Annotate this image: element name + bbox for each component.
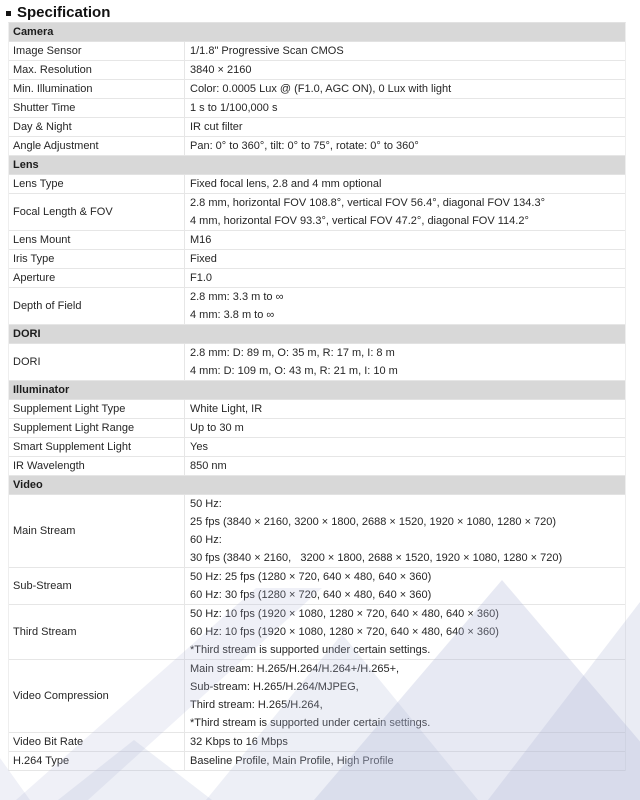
row-value [185, 288, 625, 324]
value-line: M16 [190, 234, 212, 246]
row-label: Image Sensor [9, 42, 185, 60]
row-value [185, 137, 625, 155]
row-value [185, 660, 625, 732]
row-label: H.264 Type [9, 752, 185, 770]
value-line: 50 Hz: [190, 498, 222, 510]
row-label: Angle Adjustment [9, 137, 185, 155]
row-label: Main Stream [9, 495, 185, 567]
value-line: Color: 0.0005 Lux @ (F1.0, AGC ON), 0 Lux with light [190, 83, 452, 95]
square-bullet-icon [6, 11, 11, 16]
value-line: 30 fps (3840 × 2160, 3200 × 1800, 2688 × 1520, 1920 × 1080, 1280 × 720) [190, 552, 563, 564]
value-line: Main stream: H.265/H.264/H.264+/H.265+, [190, 663, 400, 675]
value-line: 60 Hz: 30 fps (1280 × 720, 640 × 480, 640 × 360) [190, 589, 432, 601]
table-row [9, 733, 625, 752]
table-row [9, 568, 625, 605]
row-label: Supplement Light Range [9, 419, 185, 437]
value-line: 2.8 mm, horizontal FOV 108.8°, vertical FOV 56.4°, diagonal FOV 134.3° [190, 197, 545, 209]
row-label: Day & Night [9, 118, 185, 136]
spec-table [8, 22, 626, 771]
table-row [9, 344, 625, 381]
value-line: 4 mm: D: 109 m, O: 43 m, R: 21 m, I: 10 m [190, 365, 398, 377]
value-line: Pan: 0° to 360°, tilt: 0° to 75°, rotate: 0° to 360° [190, 140, 419, 152]
row-value [185, 752, 625, 770]
row-label: Min. Illumination [9, 80, 185, 98]
value-line: 4 mm: 3.8 m to ∞ [190, 309, 275, 321]
row-label: Video Compression [9, 660, 185, 732]
table-row [9, 194, 625, 231]
value-line: 2.8 mm: D: 89 m, O: 35 m, R: 17 m, I: 8 m [190, 347, 395, 359]
value-line: 2.8 mm: 3.3 m to ∞ [190, 291, 284, 303]
section-header-lens: Lens [9, 156, 625, 175]
table-row [9, 80, 625, 99]
row-label: Smart Supplement Light [9, 438, 185, 456]
row-label: Depth of Field [9, 288, 185, 324]
table-row [9, 61, 625, 80]
section-header-camera: Camera [9, 23, 625, 42]
table-row [9, 250, 625, 269]
table-row [9, 137, 625, 156]
section-header-illuminator: Illuminator [9, 381, 625, 400]
value-line: 32 Kbps to 16 Mbps [190, 736, 288, 748]
row-value [185, 568, 625, 604]
row-value [185, 61, 625, 79]
row-value [185, 438, 625, 456]
value-line: 850 nm [190, 460, 227, 472]
value-line: Sub-stream: H.265/H.264/MJPEG, [190, 681, 359, 693]
page-title: Specification [17, 4, 111, 21]
value-line: Fixed [190, 253, 217, 265]
row-label: Lens Mount [9, 231, 185, 249]
table-row [9, 605, 625, 660]
row-label: Video Bit Rate [9, 733, 185, 751]
value-line: Third stream: H.265/H.264, [190, 699, 323, 711]
value-line: Up to 30 m [190, 422, 244, 434]
row-value [185, 194, 625, 230]
row-value [185, 118, 625, 136]
value-line: *Third stream is supported under certain settings. [190, 717, 431, 729]
row-value [185, 457, 625, 475]
table-row [9, 288, 625, 325]
row-value [185, 269, 625, 287]
row-label: IR Wavelength [9, 457, 185, 475]
value-line: *Third stream is supported under certain settings. [190, 644, 431, 656]
value-line: Yes [190, 441, 208, 453]
row-label: Third Stream [9, 605, 185, 659]
row-label: Lens Type [9, 175, 185, 193]
row-value [185, 175, 625, 193]
row-value [185, 344, 625, 380]
row-label: Aperture [9, 269, 185, 287]
row-label: DORI [9, 344, 185, 380]
value-line: 50 Hz: 25 fps (1280 × 720, 640 × 480, 640 × 360) [190, 571, 432, 583]
page-title-row [0, 0, 640, 21]
section-header-dori: DORI [9, 325, 625, 344]
row-value [185, 80, 625, 98]
table-row [9, 99, 625, 118]
table-row [9, 118, 625, 137]
table-row [9, 495, 625, 568]
row-label: Shutter Time [9, 99, 185, 117]
table-row [9, 42, 625, 61]
table-row [9, 660, 625, 733]
table-row [9, 269, 625, 288]
value-line: 50 Hz: 10 fps (1920 × 1080, 1280 × 720, 640 × 480, 640 × 360) [190, 608, 499, 620]
value-line: F1.0 [190, 272, 213, 284]
table-row [9, 438, 625, 457]
table-row [9, 175, 625, 194]
row-label: Supplement Light Type [9, 400, 185, 418]
value-line: 4 mm, horizontal FOV 93.3°, vertical FOV 47.2°, diagonal FOV 114.2° [190, 215, 529, 227]
table-row [9, 752, 625, 771]
section-header-video: Video [9, 476, 625, 495]
row-value [185, 400, 625, 418]
table-row [9, 457, 625, 476]
value-line: 3840 × 2160 [190, 64, 252, 76]
value-line: Baseline Profile, Main Profile, High Profile [190, 755, 394, 767]
row-value [185, 733, 625, 751]
value-line: IR cut filter [190, 121, 243, 133]
row-value [185, 42, 625, 60]
row-value [185, 231, 625, 249]
row-value [185, 250, 625, 268]
value-line: 60 Hz: 10 fps (1920 × 1080, 1280 × 720, 640 × 480, 640 × 360) [190, 626, 499, 638]
row-value [185, 495, 625, 567]
row-value [185, 419, 625, 437]
table-row [9, 400, 625, 419]
value-line: 1 s to 1/100,000 s [190, 102, 278, 114]
row-label: Sub-Stream [9, 568, 185, 604]
table-row [9, 231, 625, 250]
value-line: 1/1.8" Progressive Scan CMOS [190, 45, 344, 57]
row-label: Focal Length & FOV [9, 194, 185, 230]
value-line: Fixed focal lens, 2.8 and 4 mm optional [190, 178, 382, 190]
value-line: 60 Hz: [190, 534, 222, 546]
value-line: White Light, IR [190, 403, 263, 415]
row-label: Max. Resolution [9, 61, 185, 79]
table-row [9, 419, 625, 438]
row-value [185, 605, 625, 659]
value-line: 25 fps (3840 × 2160, 3200 × 1800, 2688 × 1520, 1920 × 1080, 1280 × 720) [190, 516, 557, 528]
row-label: Iris Type [9, 250, 185, 268]
row-value [185, 99, 625, 117]
